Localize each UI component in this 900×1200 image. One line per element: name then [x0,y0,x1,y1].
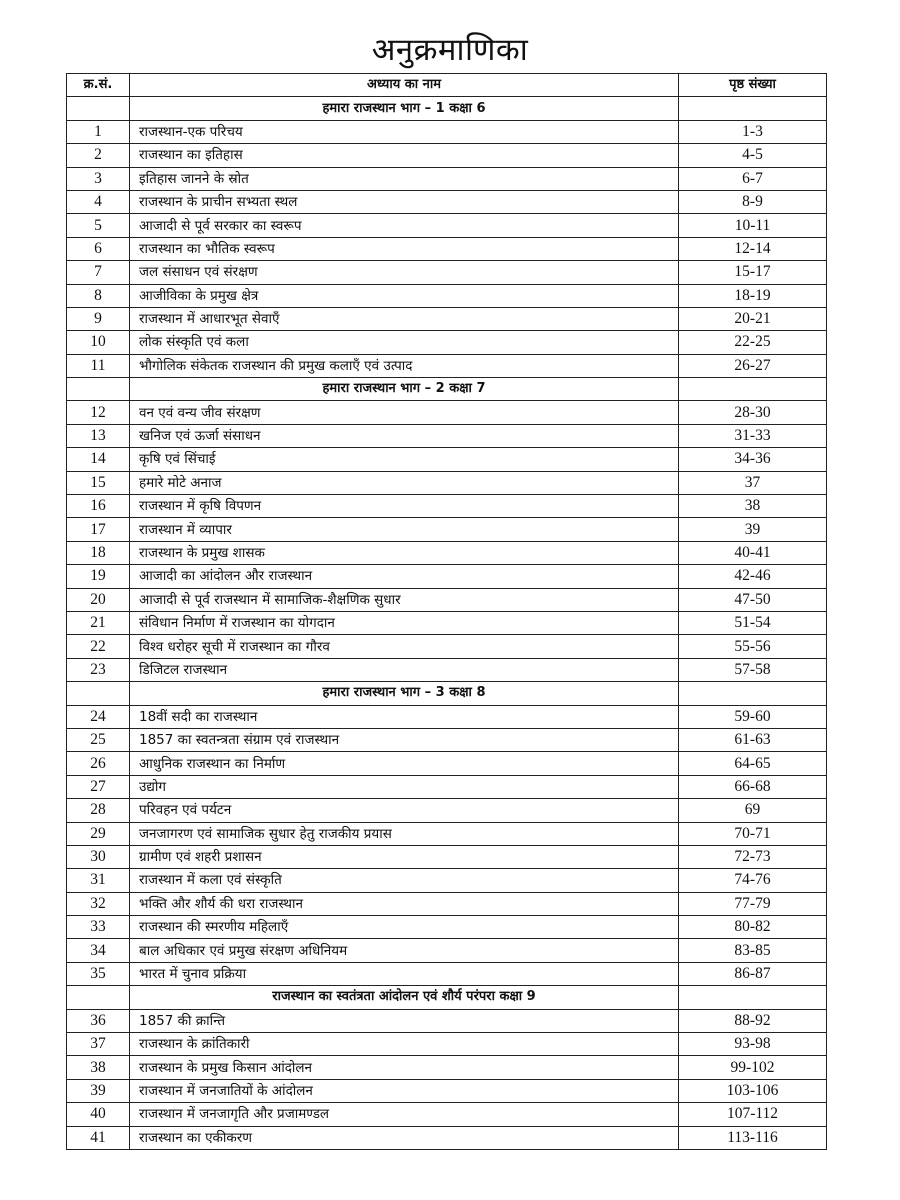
chapter-number: 5 [67,214,130,237]
section-blank-cell [67,378,130,401]
table-row [67,799,827,822]
table-row [67,214,827,237]
table-row [67,869,827,892]
chapter-name: राजस्थान में कृषि विपणन [130,495,679,518]
chapter-name: राजस्थान में कला एवं संस्कृति [130,869,679,892]
page-range: 64-65 [679,752,827,775]
chapter-name: राजस्थान के प्रमुख किसान आंदोलन [130,1056,679,1079]
table-row [67,1079,827,1102]
chapter-name: भक्ति और शौर्य की धरा राजस्थान [130,892,679,915]
chapter-name: वन एवं वन्य जीव संरक्षण [130,401,679,424]
chapter-number: 31 [67,869,130,892]
chapter-name: राजस्थान के प्रमुख शासक [130,541,679,564]
page-range: 40-41 [679,541,827,564]
chapter-number: 12 [67,401,130,424]
chapter-number: 19 [67,565,130,588]
page-range: 99-102 [679,1056,827,1079]
chapter-number: 7 [67,261,130,284]
chapter-number: 29 [67,822,130,845]
table-row [67,167,827,190]
chapter-number: 27 [67,775,130,798]
table-row [67,705,827,728]
table-row [67,1103,827,1126]
page-range: 22-25 [679,331,827,354]
chapter-number: 23 [67,658,130,681]
table-row [67,1056,827,1079]
table-row [67,331,827,354]
chapter-number: 10 [67,331,130,354]
chapter-name: राजस्थान में जनजागृति और प्रजामण्डल [130,1103,679,1126]
table-row [67,120,827,143]
chapter-name: राजस्थान का भौतिक स्वरूप [130,237,679,260]
table-row [67,518,827,541]
chapter-number: 21 [67,611,130,634]
chapter-number: 18 [67,541,130,564]
page-range: 18-19 [679,284,827,307]
chapter-name: 18वीं सदी का राजस्थान [130,705,679,728]
chapter-name: राजस्थान में व्यापार [130,518,679,541]
chapter-name: आजादी से पूर्व राजस्थान में सामाजिक-शैक्षणिक सुधार [130,588,679,611]
page-range: 47-50 [679,588,827,611]
chapter-name: उद्योग [130,775,679,798]
section-row [67,986,827,1009]
table-row [67,401,827,424]
table-row [67,565,827,588]
chapter-number: 39 [67,1079,130,1102]
page-range: 80-82 [679,916,827,939]
page-range: 31-33 [679,424,827,447]
table-row [67,916,827,939]
table-row [67,307,827,330]
table-row [67,845,827,868]
table-row [67,1033,827,1056]
chapter-number: 33 [67,916,130,939]
page-range: 61-63 [679,728,827,751]
page-range: 103-106 [679,1079,827,1102]
chapter-number: 16 [67,495,130,518]
chapter-number: 1 [67,120,130,143]
chapter-name: आजादी का आंदोलन और राजस्थान [130,565,679,588]
chapter-number: 36 [67,1009,130,1032]
page-range: 8-9 [679,190,827,213]
chapter-number: 22 [67,635,130,658]
page-range: 113-116 [679,1126,827,1149]
chapter-number: 17 [67,518,130,541]
table-of-contents [66,73,827,1150]
chapter-number: 15 [67,471,130,494]
section-row [67,97,827,120]
section-title: राजस्थान का स्वतंत्रता आंदोलन एवं शौर्य परंपरा कक्षा 9 [130,986,679,1009]
page-range: 74-76 [679,869,827,892]
table-row [67,728,827,751]
page-range: 39 [679,518,827,541]
table-row [67,892,827,915]
page-range: 26-27 [679,354,827,377]
chapter-name: हमारे मोटे अनाज [130,471,679,494]
chapter-name: राजस्थान-एक परिचय [130,120,679,143]
chapter-number: 26 [67,752,130,775]
header-serial: क्र.सं. [67,74,130,97]
table-row [67,939,827,962]
section-blank-cell [67,682,130,705]
header-pages: पृष्ठ संख्या [679,74,827,97]
header-chapter: अध्याय का नाम [130,74,679,97]
chapter-name: राजस्थान में आधारभूत सेवाएँ [130,307,679,330]
table-row [67,495,827,518]
chapter-name: राजस्थान की स्मरणीय महिलाएँ [130,916,679,939]
chapter-number: 37 [67,1033,130,1056]
table-row [67,1009,827,1032]
chapter-number: 32 [67,892,130,915]
chapter-number: 8 [67,284,130,307]
table-row [67,284,827,307]
chapter-name: राजस्थान का एकीकरण [130,1126,679,1149]
chapter-number: 3 [67,167,130,190]
page-range: 107-112 [679,1103,827,1126]
section-blank-cell [679,97,827,120]
page-range: 1-3 [679,120,827,143]
chapter-name: जनजागरण एवं सामाजिक सुधार हेतु राजकीय प्रयास [130,822,679,845]
chapter-name: भौगोलिक संकेतक राजस्थान की प्रमुख कलाएँ एवं उत्पाद [130,354,679,377]
header-row [67,74,827,97]
chapter-name: आधुनिक राजस्थान का निर्माण [130,752,679,775]
section-blank-cell [679,682,827,705]
table-row [67,775,827,798]
table-row [67,611,827,634]
section-title: हमारा राजस्थान भाग – 2 कक्षा 7 [130,378,679,401]
toc-body [67,97,827,1150]
chapter-name: ग्रामीण एवं शहरी प्रशासन [130,845,679,868]
section-blank-cell [679,378,827,401]
page-range: 34-36 [679,448,827,471]
table-row [67,190,827,213]
chapter-number: 6 [67,237,130,260]
page-range: 57-58 [679,658,827,681]
chapter-number: 13 [67,424,130,447]
chapter-name: जल संसाधन एवं संरक्षण [130,261,679,284]
chapter-name: राजस्थान में जनजातियों के आंदोलन [130,1079,679,1102]
page-range: 42-46 [679,565,827,588]
table-row [67,261,827,284]
table-row [67,448,827,471]
table-row [67,424,827,447]
chapter-number: 28 [67,799,130,822]
table-row [67,237,827,260]
section-row [67,682,827,705]
page-range: 70-71 [679,822,827,845]
chapter-number: 38 [67,1056,130,1079]
section-blank-cell [679,986,827,1009]
table-row [67,658,827,681]
chapter-number: 34 [67,939,130,962]
chapter-name: खनिज एवं ऊर्जा संसाधन [130,424,679,447]
chapter-name: राजस्थान के क्रांतिकारी [130,1033,679,1056]
chapter-name: भारत में चुनाव प्रक्रिया [130,962,679,985]
chapter-name: राजस्थान के प्राचीन सभ्यता स्थल [130,190,679,213]
chapter-name: आजादी से पूर्व सरकार का स्वरूप [130,214,679,237]
table-row [67,962,827,985]
page-range: 4-5 [679,144,827,167]
chapter-name: 1857 की क्रान्ति [130,1009,679,1032]
page-range: 66-68 [679,775,827,798]
table-row [67,822,827,845]
table-row [67,635,827,658]
chapter-number: 41 [67,1126,130,1149]
chapter-name: बाल अधिकार एवं प्रमुख संरक्षण अधिनियम [130,939,679,962]
section-blank-cell [67,986,130,1009]
page-title: अनुक्रमाणिका [371,32,529,68]
page-range: 77-79 [679,892,827,915]
table-row [67,144,827,167]
chapter-number: 25 [67,728,130,751]
chapter-name: राजस्थान का इतिहास [130,144,679,167]
chapter-number: 2 [67,144,130,167]
chapter-name: कृषि एवं सिंचाई [130,448,679,471]
chapter-number: 30 [67,845,130,868]
page-range: 88-92 [679,1009,827,1032]
chapter-name: विश्व धरोहर सूची में राजस्थान का गौरव [130,635,679,658]
section-blank-cell [67,97,130,120]
section-title: हमारा राजस्थान भाग – 1 कक्षा 6 [130,97,679,120]
page-range: 69 [679,799,827,822]
chapter-number: 14 [67,448,130,471]
page-range: 59-60 [679,705,827,728]
chapter-number: 24 [67,705,130,728]
chapter-name: इतिहास जानने के स्रोत [130,167,679,190]
chapter-number: 35 [67,962,130,985]
page-range: 72-73 [679,845,827,868]
chapter-name: परिवहन एवं पर्यटन [130,799,679,822]
section-title: हमारा राजस्थान भाग – 3 कक्षा 8 [130,682,679,705]
page-range: 37 [679,471,827,494]
page-range: 86-87 [679,962,827,985]
table-row [67,471,827,494]
table-row [67,752,827,775]
page-range: 6-7 [679,167,827,190]
table-row [67,354,827,377]
page-range: 28-30 [679,401,827,424]
page-range: 51-54 [679,611,827,634]
chapter-name: आजीविका के प्रमुख क्षेत्र [130,284,679,307]
section-row [67,378,827,401]
table-row [67,588,827,611]
page-range: 38 [679,495,827,518]
chapter-number: 20 [67,588,130,611]
chapter-name: लोक संस्कृति एवं कला [130,331,679,354]
page-range: 20-21 [679,307,827,330]
chapter-name: संविधान निर्माण में राजस्थान का योगदान [130,611,679,634]
table-row [67,541,827,564]
chapter-number: 9 [67,307,130,330]
page-range: 15-17 [679,261,827,284]
page-range: 55-56 [679,635,827,658]
chapter-number: 4 [67,190,130,213]
chapter-name: डिजिटल राजस्थान [130,658,679,681]
page-range: 12-14 [679,237,827,260]
chapter-number: 40 [67,1103,130,1126]
page-range: 93-98 [679,1033,827,1056]
page-range: 83-85 [679,939,827,962]
page-range: 10-11 [679,214,827,237]
chapter-number: 11 [67,354,130,377]
table-row [67,1126,827,1149]
chapter-name: 1857 का स्वतन्त्रता संग्राम एवं राजस्थान [130,728,679,751]
